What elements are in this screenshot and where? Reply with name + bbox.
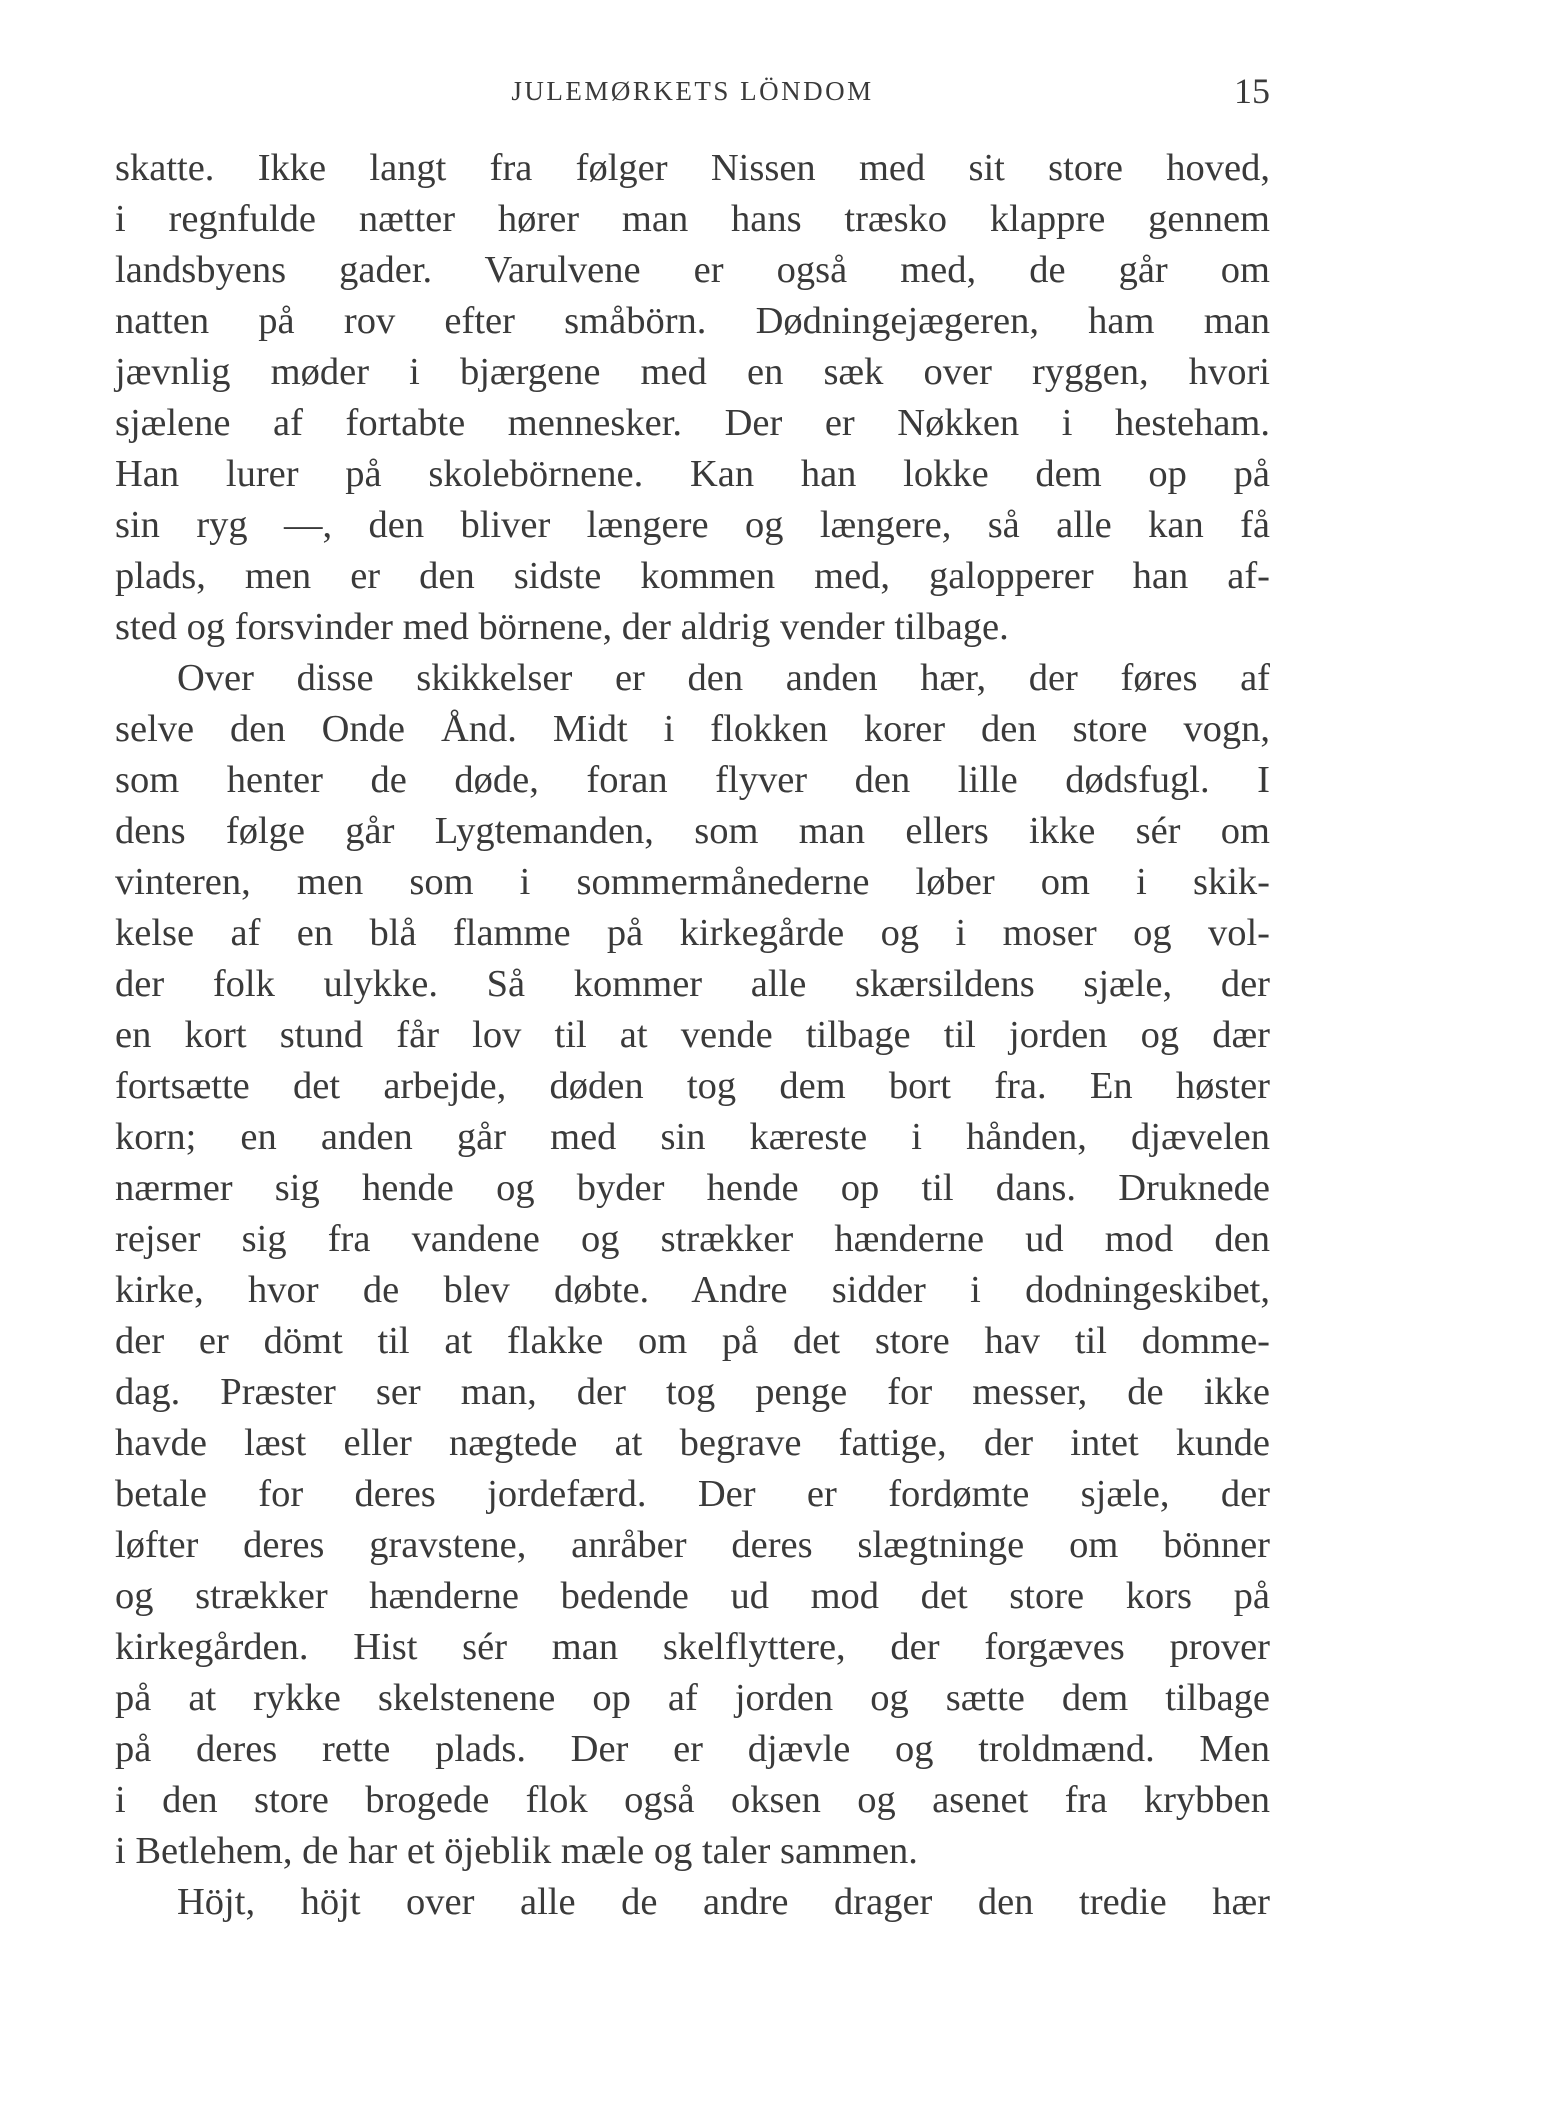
page-number: 15 bbox=[1234, 71, 1270, 111]
text-line: på at rykke skelstenene op af jorden og sætte dem tilbage bbox=[115, 1677, 1270, 1719]
text-line: nærmer sig hende og byder hende op til dans. Druknede bbox=[115, 1167, 1270, 1209]
text-line: sin ryg —, den bliver længere og længere, så alle kan få bbox=[115, 504, 1270, 546]
text-line: Over disse skikkelser er den anden hær, der føres af bbox=[177, 657, 1270, 699]
text-line: sjælene af fortabte mennesker. Der er Nøkken i hesteham. bbox=[115, 402, 1270, 444]
text-line: landsbyens gader. Varulvene er også med, de går om bbox=[115, 249, 1270, 291]
text-line: der folk ulykke. Så kommer alle skærsildens sjæle, der bbox=[115, 963, 1270, 1005]
text-line: betale for deres jordefærd. Der er fordømte sjæle, der bbox=[115, 1473, 1270, 1515]
text-line: på deres rette plads. Der er djævle og troldmænd. Men bbox=[115, 1728, 1270, 1770]
text-line: plads, men er den sidste kommen med, galopperer han af- bbox=[115, 555, 1270, 597]
body-text bbox=[115, 143, 1270, 1928]
text-line: skatte. Ikke langt fra følger Nissen med sit store hoved, bbox=[115, 147, 1270, 189]
text-line: natten på rov efter småbörn. Dødningejægeren, ham man bbox=[115, 300, 1270, 342]
text-line: vinteren, men som i sommermånederne løber om i skik- bbox=[115, 861, 1270, 903]
text-line: Han lurer på skolebörnene. Kan han lokke dem op på bbox=[115, 453, 1270, 495]
text-line: Höjt, höjt over alle de andre drager den tredie hær bbox=[177, 1881, 1270, 1923]
text-line: fortsætte det arbejde, døden tog dem bort fra. En høster bbox=[115, 1065, 1270, 1107]
text-line: i Betlehem, de har et öjeblik mæle og taler sammen. bbox=[115, 1830, 918, 1872]
text-line: dens følge går Lygtemanden, som man ellers ikke sér om bbox=[115, 810, 1270, 852]
text-line: korn; en anden går med sin kæreste i hånden, djævelen bbox=[115, 1116, 1270, 1158]
text-line: i regnfulde nætter hører man hans træsko klappre gennem bbox=[115, 198, 1270, 240]
text-line: sted og forsvinder med börnene, der aldrig vender tilbage. bbox=[115, 606, 1009, 648]
running-head bbox=[115, 70, 1270, 110]
text-line: havde læst eller nægtede at begrave fattige, der intet kunde bbox=[115, 1422, 1270, 1464]
text-line: selve den Onde Ånd. Midt i flokken korer den store vogn, bbox=[115, 708, 1270, 750]
running-title: JULEMØRKETS LÖNDOM bbox=[511, 76, 874, 106]
text-line: løfter deres gravstene, anråber deres slægtninge om bönner bbox=[115, 1524, 1270, 1566]
text-line: der er dömt til at flakke om på det store hav til domme- bbox=[115, 1320, 1270, 1362]
text-line: kirkegården. Hist sér man skelflyttere, der forgæves prover bbox=[115, 1626, 1270, 1668]
text-line: i den store brogede flok også oksen og asenet fra krybben bbox=[115, 1779, 1270, 1821]
text-line: som henter de døde, foran flyver den lille dødsfugl. I bbox=[115, 759, 1270, 801]
text-line: kirke, hvor de blev døbte. Andre sidder i dodningeskibet, bbox=[115, 1269, 1270, 1311]
text-line: rejser sig fra vandene og strækker hænderne ud mod den bbox=[115, 1218, 1270, 1260]
text-line: en kort stund får lov til at vende tilbage til jorden og dær bbox=[115, 1014, 1270, 1056]
text-line: jævnlig møder i bjærgene med en sæk over ryggen, hvori bbox=[115, 351, 1270, 393]
text-line: kelse af en blå flamme på kirkegårde og i moser og vol- bbox=[115, 912, 1270, 954]
text-line: og strækker hænderne bedende ud mod det store kors på bbox=[115, 1575, 1270, 1617]
text-line: dag. Præster ser man, der tog penge for messer, de ikke bbox=[115, 1371, 1270, 1413]
